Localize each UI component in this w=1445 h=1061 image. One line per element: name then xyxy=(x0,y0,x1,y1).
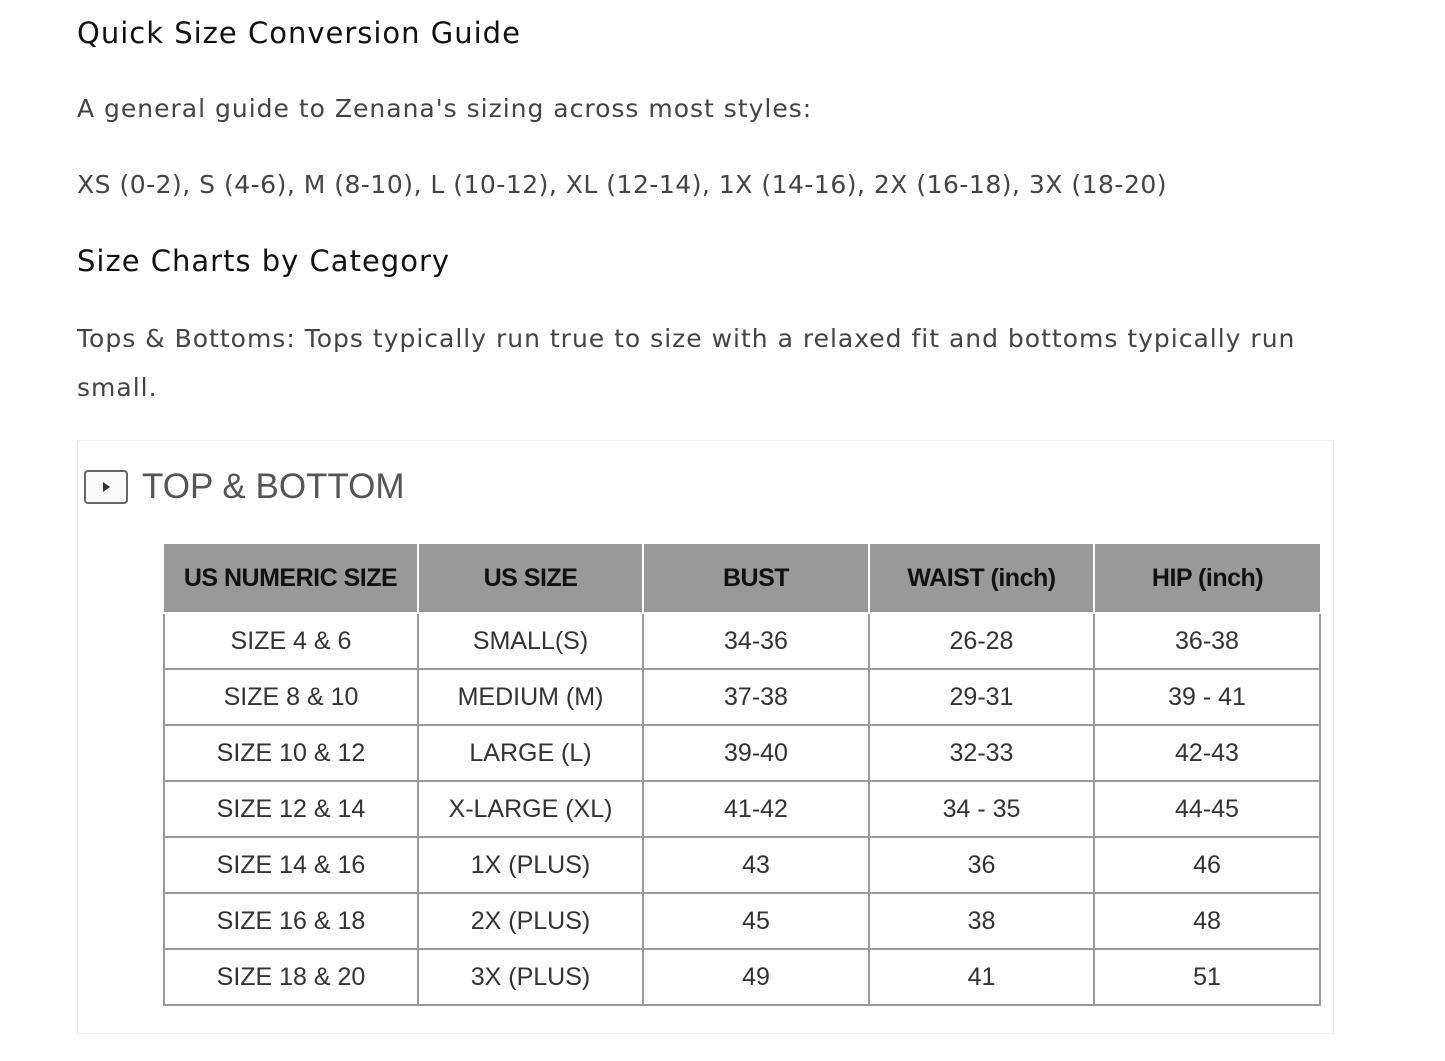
table-cell: SMALL(S) xyxy=(418,613,643,669)
column-header: US SIZE xyxy=(418,544,643,613)
tops-bottoms-paragraph: Tops & Bottoms: Tops typically run true to size with a relaxed fit and bottoms typically run small. xyxy=(77,324,1296,402)
table-row xyxy=(164,725,1320,781)
table-cell: 29-31 xyxy=(869,669,1094,725)
table-cell: 34-36 xyxy=(643,613,869,669)
table-cell: 41 xyxy=(869,949,1094,1005)
table-cell: 41-42 xyxy=(643,781,869,837)
chart-title: TOP & BOTTOM xyxy=(142,467,405,506)
table-row xyxy=(164,893,1320,949)
table-cell: 2X (PLUS) xyxy=(418,893,643,949)
column-header: WAIST (inch) xyxy=(869,544,1094,613)
table-cell: 37-38 xyxy=(643,669,869,725)
column-header: BUST xyxy=(643,544,869,613)
table-row xyxy=(164,781,1320,837)
table-cell: 51 xyxy=(1094,949,1320,1005)
quick-guide-heading: Quick Size Conversion Guide xyxy=(77,16,521,50)
table-cell: 45 xyxy=(643,893,869,949)
column-header: HIP (inch) xyxy=(1094,544,1320,613)
table-cell: 39-40 xyxy=(643,725,869,781)
size-table xyxy=(163,544,1321,1006)
table-cell: LARGE (L) xyxy=(418,725,643,781)
size-chart-image xyxy=(77,440,1334,1034)
table-row xyxy=(164,949,1320,1005)
table-cell: 44-45 xyxy=(1094,781,1320,837)
size-charts-heading: Size Charts by Category xyxy=(77,244,451,278)
table-cell: SIZE 8 & 10 xyxy=(164,669,418,725)
chart-title-row xyxy=(84,465,405,509)
table-cell: 3X (PLUS) xyxy=(418,949,643,1005)
table-cell: 42-43 xyxy=(1094,725,1320,781)
intro-paragraph: A general guide to Zenana's sizing across most styles: xyxy=(77,94,813,123)
table-cell: X-LARGE (XL) xyxy=(418,781,643,837)
table-cell: SIZE 16 & 18 xyxy=(164,893,418,949)
table-cell: 39 - 41 xyxy=(1094,669,1320,725)
table-row xyxy=(164,613,1320,669)
play-icon xyxy=(84,470,128,504)
table-cell: 36 xyxy=(869,837,1094,893)
table-cell: 34 - 35 xyxy=(869,781,1094,837)
table-header-row xyxy=(164,544,1320,613)
table-cell: 43 xyxy=(643,837,869,893)
table-cell: 36-38 xyxy=(1094,613,1320,669)
column-header: US NUMERIC SIZE xyxy=(164,544,418,613)
table-cell: SIZE 12 & 14 xyxy=(164,781,418,837)
table-row xyxy=(164,837,1320,893)
table-cell: SIZE 18 & 20 xyxy=(164,949,418,1005)
size-list-paragraph: XS (0-2), S (4-6), M (8-10), L (10-12), XL (12-14), 1X (14-16), 2X (16-18), 3X (18-20) xyxy=(77,170,1168,199)
table-row xyxy=(164,669,1320,725)
table-cell: SIZE 10 & 12 xyxy=(164,725,418,781)
table-cell: SIZE 14 & 16 xyxy=(164,837,418,893)
table-cell: SIZE 4 & 6 xyxy=(164,613,418,669)
table-cell: 46 xyxy=(1094,837,1320,893)
table-cell: 48 xyxy=(1094,893,1320,949)
table-cell: 38 xyxy=(869,893,1094,949)
table-cell: MEDIUM (M) xyxy=(418,669,643,725)
table-cell: 1X (PLUS) xyxy=(418,837,643,893)
table-cell: 26-28 xyxy=(869,613,1094,669)
table-cell: 49 xyxy=(643,949,869,1005)
table-cell: 32-33 xyxy=(869,725,1094,781)
